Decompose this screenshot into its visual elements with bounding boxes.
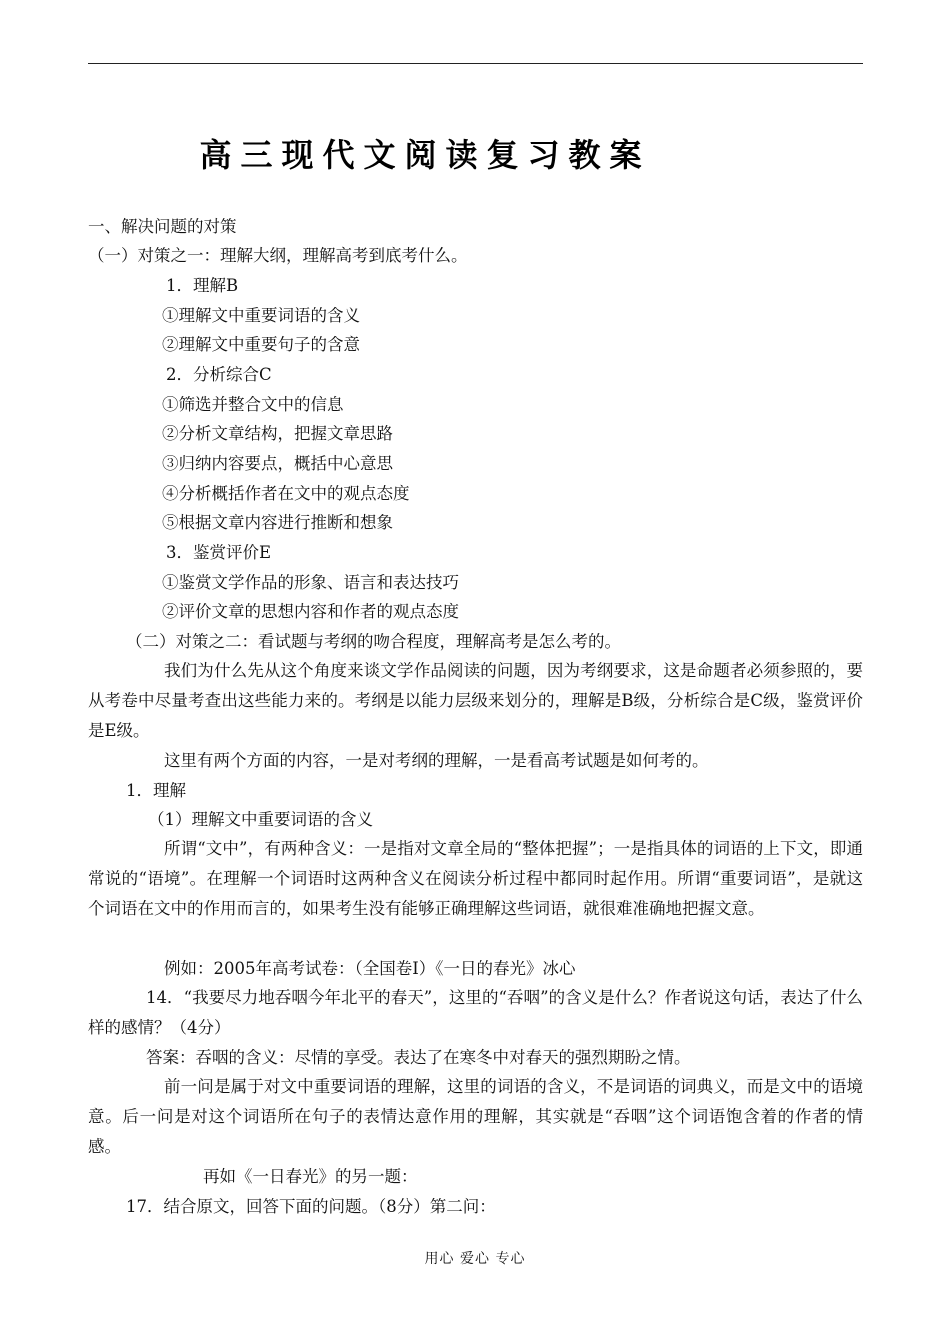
list-item-appreciate: 3．鉴赏评价E — [166, 543, 272, 562]
section-heading-1: 一、解决问题的对策 — [88, 217, 237, 236]
paragraph: 我们为什么先从这个角度来谈文学作品阅读的问题，因为考纲要求，这是命题者必须参照的，要从考卷中尽量考查出这些能力来的。考纲是以能力层级来划分的，理解是B级，分析综合是C级，鉴赏评价是E级。 — [88, 661, 863, 740]
question-14: 14．“我要尽力地吞咽今年北平的春天”，这里的“吞咽”的含义是什么？作者说这句话，表达了什么样的感情？（4分） — [88, 988, 863, 1037]
page-footer: 用心 爱心 专心 — [424, 1251, 526, 1267]
example-line: 再如《一日春光》的另一题： — [203, 1167, 418, 1186]
paragraph: 这里有两个方面的内容，一是对考纲的理解，一是看高考试题是如何考的。 — [164, 751, 709, 770]
list-item: ①筛选并整合文中的信息 — [162, 395, 344, 414]
paragraph: 所谓“文中”，有两种含义：一是指对文章全局的“整体把握”；一是指具体的词语的上下文，即通常说的“语境”。在理解一个词语时这两种含义在阅读分析过程中都同时起作用。所谓“重要词语”，是就这个词语在文中的作用而言的，如果考生没有能够正确理解这些词语，就很难准确地把握文意。 — [88, 839, 863, 918]
list-item: ②理解文中重要句子的含意 — [162, 335, 360, 354]
list-item: ⑤根据文章内容进行推断和想象 — [162, 513, 393, 532]
list-item-understand: 1．理解B — [166, 276, 239, 295]
list-item: ②分析文章结构，把握文章思路 — [162, 424, 393, 443]
page-title: 高三现代文阅读复习教案 — [199, 136, 651, 174]
list-item: ②评价文章的思想内容和作者的观点态度 — [162, 602, 459, 621]
question-17: 17．结合原文，回答下面的问题。（8分）第二问： — [126, 1197, 496, 1216]
list-item: ①鉴赏文学作品的形象、语言和表达技巧 — [162, 573, 459, 592]
subheading-word-meaning: （1）理解文中重要词语的含义 — [148, 810, 373, 829]
list-item-analyze: 2．分析综合C — [166, 365, 272, 384]
strategy-2-heading: （二）对策之二：看试题与考纲的吻合程度，理解高考是怎么考的。 — [126, 632, 621, 651]
paragraph: 前一问是属于对文中重要词语的理解，这里的词语的含义，不是词语的词典义，而是文中的语境意。后一问是对这个词语所在句子的表情达意作用的理解，其实就是“吞咽”这个词语饱含着的作者的情感。 — [88, 1077, 863, 1156]
list-item: ④分析概括作者在文中的观点态度 — [162, 484, 410, 503]
subheading-understand: 1．理解 — [126, 781, 186, 800]
answer-line: 答案：吞咽的含义：尽情的享受。表达了在寒冬中对春天的强烈期盼之情。 — [146, 1048, 691, 1067]
list-item: ③归纳内容要点，概括中心意思 — [162, 454, 393, 473]
example-line: 例如：2005年高考试卷：（全国卷Ⅰ）《一日的春光》冰心 — [164, 959, 576, 978]
strategy-1-heading: （一）对策之一：理解大纲，理解高考到底考什么。 — [88, 246, 468, 265]
header-rule — [88, 63, 863, 64]
list-item: ①理解文中重要词语的含义 — [162, 306, 360, 325]
